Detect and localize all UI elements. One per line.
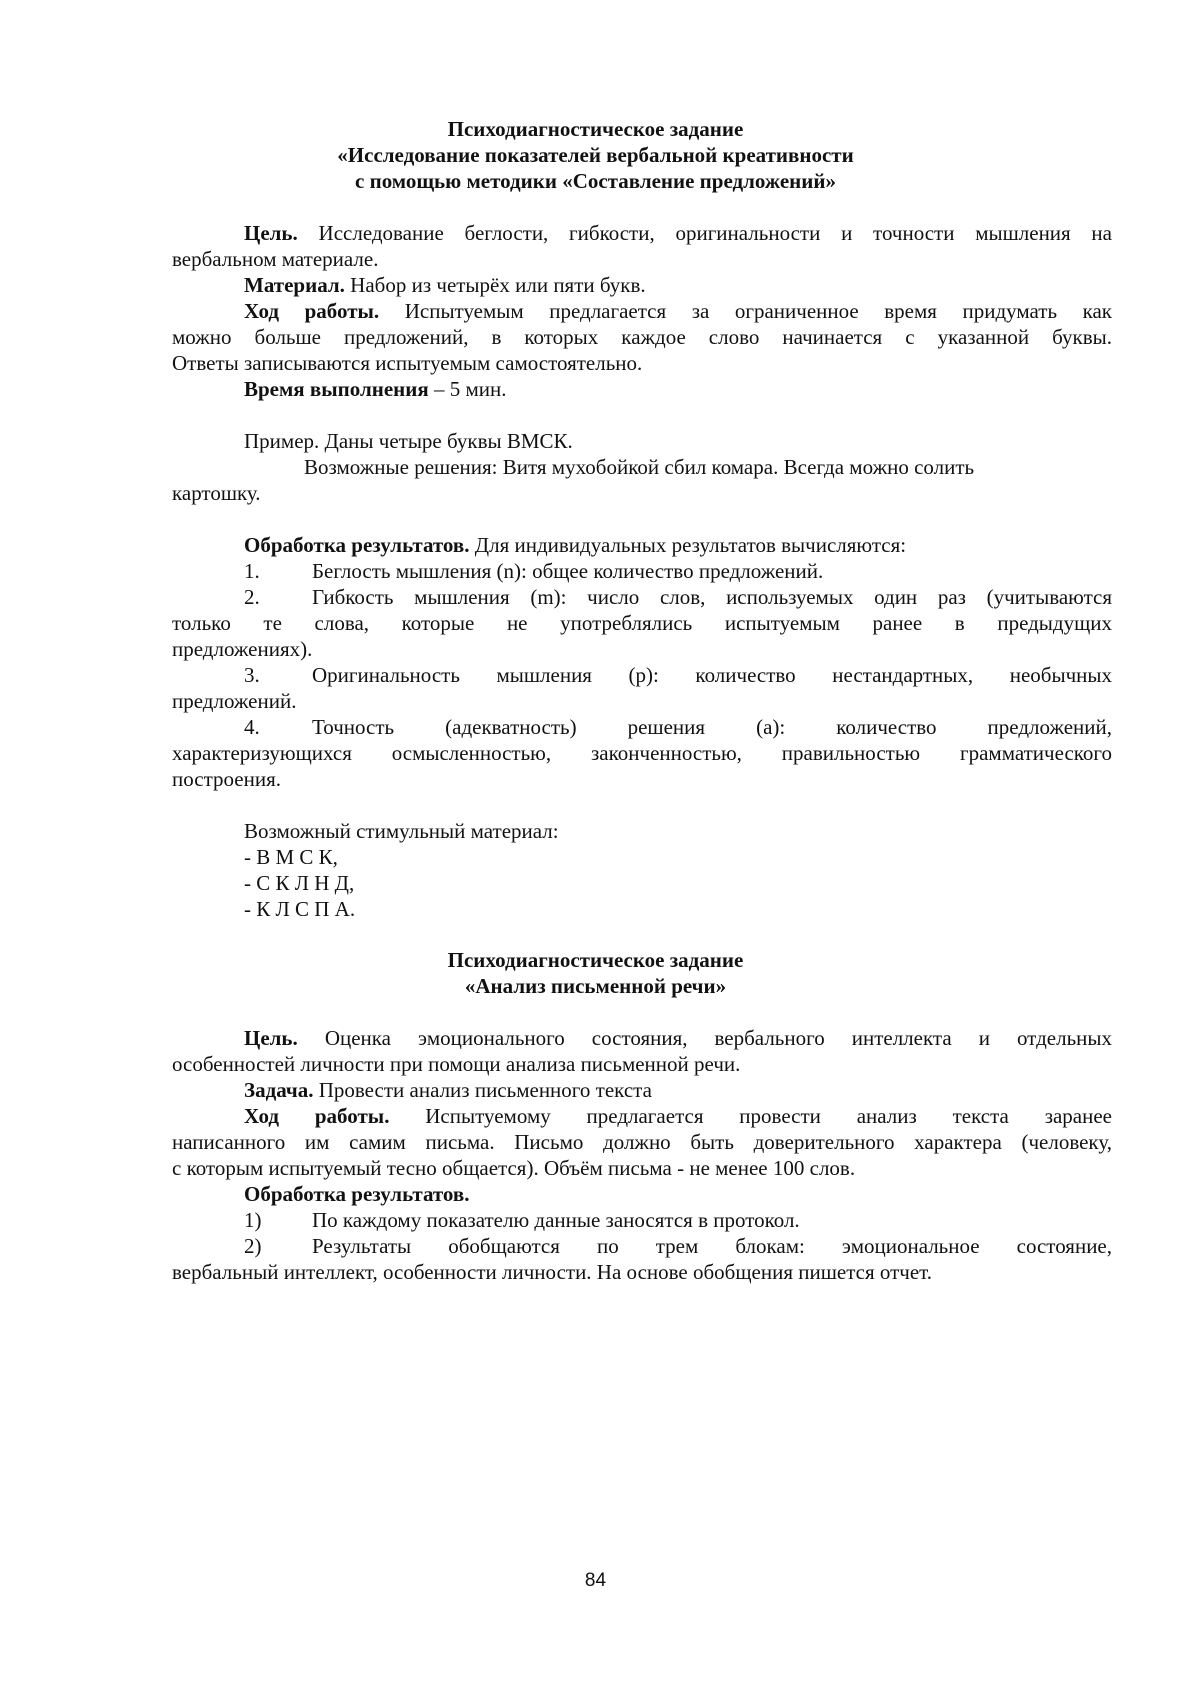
task1-title-line1: Психодиагностическое задание	[447, 117, 744, 141]
task1-item-4	[244, 714, 1112, 741]
item-number: 2.	[244, 585, 260, 609]
task1-material-text: Набор из четырёх или пяти букв.	[344, 273, 646, 297]
task1-solutions: Возможные решения: Витя мухобойкой сбил комара. Всегда можно солить	[304, 455, 975, 479]
task1-title-line3: с помощью методики «Составление предложений»	[355, 169, 836, 193]
item-number: 4.	[244, 715, 260, 739]
task1-stimulus-item-3: - К Л С П А.	[244, 897, 356, 921]
task1-stimulus-item-1: - В М С К,	[244, 845, 338, 869]
task1-goal-text: Исследование беглости, гибкости, оригинальности и точности мышления на	[297, 221, 1112, 245]
task1-procedure-label: Ход работы.	[244, 299, 380, 323]
task1-material-label: Материал.	[244, 273, 345, 297]
task2-processing-label: Обработка результатов.	[244, 1182, 470, 1206]
task2-item-1	[244, 1207, 1112, 1234]
task1-item-4-cont2: построения.	[172, 767, 281, 791]
item-text: Оригинальность мышления (p): количество нестандартных, необычных	[312, 663, 1112, 687]
item-number: 2)	[244, 1234, 262, 1258]
task2-goal-text: Оценка эмоционального состояния, вербального интеллекта и отдельных	[297, 1026, 1112, 1050]
task2-goal-label: Цель.	[244, 1026, 298, 1050]
task1-procedure-cont1: можно больше предложений, в которых каждое слово начинается с указанной буквы.	[172, 325, 1112, 349]
task2-procedure-cont2: с которым испытуемый тесно общается). Объём письма - не менее 100 слов.	[172, 1156, 856, 1180]
task1-item-2-cont1: только те слова, которые не употреблялись испытуемым ранее в предыдущих	[172, 611, 1112, 635]
item-number: 1.	[244, 559, 260, 583]
task1-time	[244, 376, 1112, 403]
item-text: Беглость мышления (n): общее количество предложений.	[312, 559, 824, 583]
task2-procedure-text: Испытуемому предлагается провести анализ текста заранее	[389, 1104, 1113, 1128]
task2-procedure-label: Ход работы.	[244, 1104, 390, 1128]
task1-item-4-cont1: характеризующихся осмысленностью, законченностью, правильностью грамматического	[172, 741, 1112, 765]
task1-item-1	[244, 558, 1112, 585]
task1-example: Пример. Даны четыре буквы ВМСК.	[244, 429, 573, 453]
task1-goal-cont: вербальном материале.	[172, 247, 379, 271]
task1-goal	[244, 220, 1112, 247]
item-text: Результаты обобщаются по трем блокам: эмоциональное состояние,	[312, 1234, 1112, 1258]
task1-goal-label: Цель.	[244, 221, 298, 245]
task1-time-text: – 5 мин.	[428, 377, 507, 401]
task1-item-3	[244, 662, 1112, 689]
task2-item-2-cont1: вербальный интеллект, особенности личности. На основе обобщения пишется отчет.	[172, 1260, 932, 1284]
item-text: Гибкость мышления (m): число слов, используемых один раз (учитываются	[312, 585, 1112, 609]
task1-procedure-cont2: Ответы записываются испытуемым самостоятельно.	[172, 351, 643, 375]
task1-item-3-cont1: предложений.	[172, 689, 297, 713]
task1-time-label: Время выполнения	[244, 377, 429, 401]
task2-title-line2: «Анализ письменной речи»	[464, 974, 727, 998]
task2-task-label: Задача.	[244, 1078, 314, 1102]
task2-item-2	[244, 1233, 1112, 1260]
task2-task	[244, 1077, 1112, 1104]
item-text: Точность (адекватность) решения (a): количество предложений,	[312, 715, 1112, 739]
task2-task-text: Провести анализ письменного текста	[313, 1078, 652, 1102]
task1-processing-text: Для индивидуальных результатов вычисляются:	[469, 533, 907, 557]
task2-procedure	[244, 1103, 1112, 1130]
task1-material	[244, 272, 1112, 299]
item-number: 3.	[244, 663, 260, 687]
task2-goal	[244, 1025, 1112, 1052]
task1-processing	[244, 532, 1112, 559]
page-number: 84	[584, 1570, 607, 1591]
item-number: 1)	[244, 1208, 262, 1232]
task1-title-line2: «Исследование показателей вербальной креативности	[337, 143, 854, 167]
task2-goal-cont: особенностей личности при помощи анализа письменной речи.	[172, 1052, 741, 1076]
task1-procedure	[244, 298, 1112, 325]
task1-item-2-cont2: предложениях).	[172, 637, 313, 661]
task1-processing-label: Обработка результатов.	[244, 533, 470, 557]
task1-stimulus-item-2: - С К Л Н Д,	[244, 871, 355, 895]
task1-stimulus-heading: Возможный стимульный материал:	[244, 819, 559, 843]
task2-title-line1: Психодиагностическое задание	[447, 948, 744, 972]
task1-procedure-text: Испытуемым предлагается за ограниченное время придумать как	[379, 299, 1112, 323]
task2-procedure-cont1: написанного им самим письма. Письмо должно быть доверительного характера (человеку,	[172, 1130, 1112, 1154]
task1-item-2	[244, 584, 1112, 611]
task1-solutions-cont: картошку.	[172, 481, 261, 505]
item-text: По каждому показателю данные заносятся в протокол.	[312, 1208, 800, 1232]
